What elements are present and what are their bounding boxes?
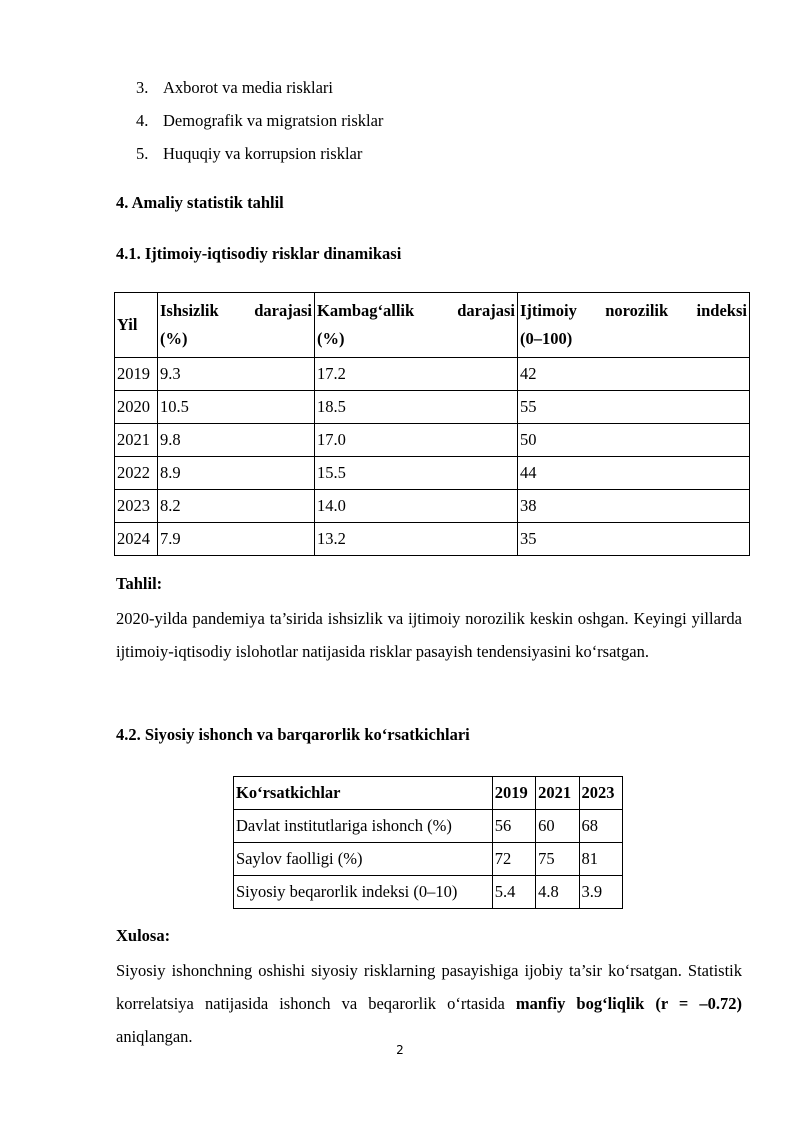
header-cell-discontent-index xyxy=(518,293,750,358)
header-cell-year xyxy=(115,293,158,358)
value-cell: 72 xyxy=(492,843,535,876)
index-cell: 35 xyxy=(518,523,750,556)
list-item xyxy=(136,107,383,140)
header-unit: (%) xyxy=(317,329,345,348)
indicator-cell: Davlat institutlariga ishonch (%) xyxy=(234,810,493,843)
list-text: Huquqiy va korrupsion risklar xyxy=(163,144,363,163)
value-cell: 56 xyxy=(492,810,535,843)
table-row xyxy=(115,424,750,457)
year-cell: 2024 xyxy=(115,523,158,556)
index-cell: 42 xyxy=(518,358,750,391)
list-number: 5. xyxy=(136,144,149,163)
table-row xyxy=(115,391,750,424)
value-cell: 5.4 xyxy=(492,876,535,909)
index-cell: 44 xyxy=(518,457,750,490)
list-number: 3. xyxy=(136,78,149,97)
header-cell-2021: 2021 xyxy=(536,777,579,810)
political-trust-table xyxy=(233,776,623,909)
year-cell: 2020 xyxy=(115,391,158,424)
table-row xyxy=(234,876,623,909)
list-item xyxy=(136,140,383,173)
unemployment-cell: 9.3 xyxy=(158,358,315,391)
conclusion-text-end: aniqlangan. xyxy=(116,1027,193,1046)
index-cell: 38 xyxy=(518,490,750,523)
table-row xyxy=(115,457,750,490)
unemployment-cell: 9.8 xyxy=(158,424,315,457)
poverty-cell: 13.2 xyxy=(315,523,518,556)
index-cell: 55 xyxy=(518,391,750,424)
indicator-cell: Siyosiy beqarorlik indeksi (0–10) xyxy=(234,876,493,909)
index-cell: 50 xyxy=(518,424,750,457)
conclusion-emphasis: manfiy bog‘liqlik (r = –0.72) xyxy=(515,994,742,1013)
header-text: Ijtimoiy norozilik indeksi xyxy=(520,301,747,320)
page-number: 2 xyxy=(396,1043,404,1057)
table-row xyxy=(234,810,623,843)
table-header-row xyxy=(115,293,750,358)
poverty-cell: 18.5 xyxy=(315,391,518,424)
header-cell-poverty xyxy=(315,293,518,358)
unemployment-cell: 8.2 xyxy=(158,490,315,523)
analysis-label: Tahlil: xyxy=(116,574,163,593)
value-cell: 3.9 xyxy=(579,876,622,909)
header-unit: (%) xyxy=(160,329,188,348)
unemployment-cell: 10.5 xyxy=(158,391,315,424)
unemployment-cell: 8.9 xyxy=(158,457,315,490)
year-cell: 2022 xyxy=(115,457,158,490)
table-row xyxy=(234,843,623,876)
poverty-cell: 14.0 xyxy=(315,490,518,523)
header-text: Kambag‘allik darajasi xyxy=(317,301,515,320)
poverty-cell: 17.2 xyxy=(315,358,518,391)
section-heading: 4. Amaliy statistik tahlil xyxy=(116,193,284,212)
value-cell: 68 xyxy=(579,810,622,843)
table-row xyxy=(115,523,750,556)
header-text: Ishsizlik darajasi xyxy=(160,301,312,320)
table-header-row xyxy=(234,777,623,810)
value-cell: 81 xyxy=(579,843,622,876)
header-cell-2023: 2023 xyxy=(579,777,622,810)
value-cell: 75 xyxy=(536,843,579,876)
list-number: 4. xyxy=(136,111,149,130)
header-text: Yil xyxy=(117,315,138,334)
subsection-heading: 4.2. Siyosiy ishonch va barqarorlik ko‘rsatkichlari xyxy=(116,725,470,744)
value-cell: 60 xyxy=(536,810,579,843)
header-cell-2019: 2019 xyxy=(492,777,535,810)
value-cell: 4.8 xyxy=(536,876,579,909)
table-row xyxy=(115,358,750,391)
poverty-cell: 17.0 xyxy=(315,424,518,457)
socioeconomic-risk-table xyxy=(114,292,750,556)
conclusion-paragraph xyxy=(116,954,742,1053)
conclusion-label: Xulosa: xyxy=(116,926,171,945)
header-unit: (0–100) xyxy=(520,329,573,348)
list-text: Demografik va migratsion risklar xyxy=(163,111,384,130)
conclusion-text: Siyosiy ishonchning oshishi siyosiy risklarning pasayishiga ijobiy ta’sir ko‘rsatgan. Statistik korrelatsiya natijasida ishonch va beqarorlik o‘rtasida xyxy=(116,961,742,1013)
subsection-heading: 4.1. Ijtimoiy-iqtisodiy risklar dinamikasi xyxy=(116,244,402,263)
indicator-cell: Saylov faolligi (%) xyxy=(234,843,493,876)
list-item xyxy=(136,74,383,107)
table-row xyxy=(115,490,750,523)
list-text: Axborot va media risklari xyxy=(163,78,333,97)
header-cell-indicator: Ko‘rsatkichlar xyxy=(234,777,493,810)
poverty-cell: 15.5 xyxy=(315,457,518,490)
unemployment-cell: 7.9 xyxy=(158,523,315,556)
year-cell: 2023 xyxy=(115,490,158,523)
header-cell-unemployment xyxy=(158,293,315,358)
year-cell: 2021 xyxy=(115,424,158,457)
analysis-paragraph: 2020-yilda pandemiya ta’sirida ishsizlik va ijtimoiy norozilik keskin oshgan. Keyingi yillarda ijtimoiy-iqtisodiy islohotlar natijasida risklar pasayish tendensiyasini ko‘rsatgan. xyxy=(116,609,742,661)
year-cell: 2019 xyxy=(115,358,158,391)
risk-list xyxy=(136,74,383,173)
